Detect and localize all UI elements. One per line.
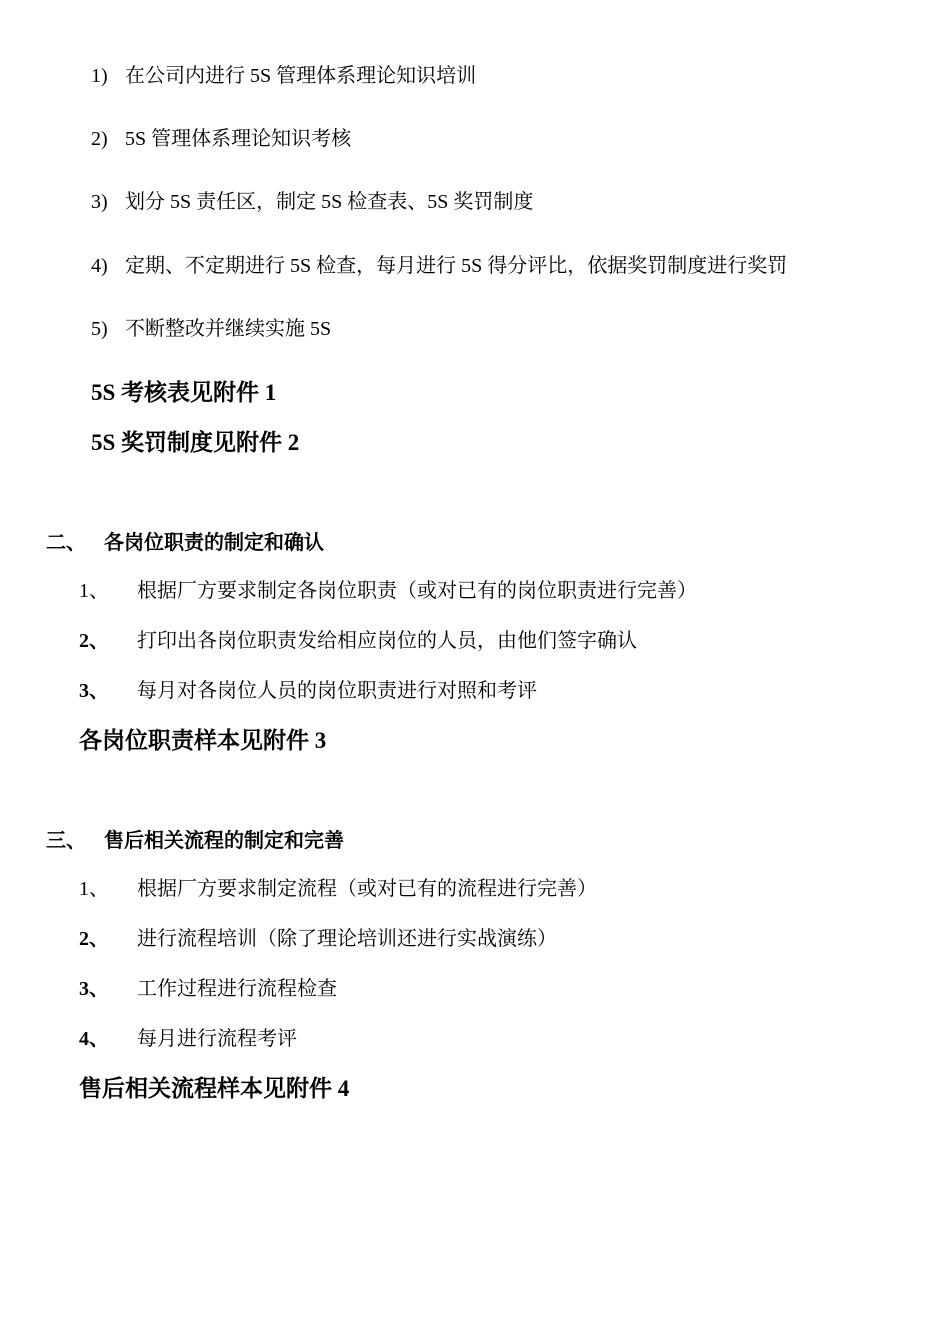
section-3-heading	[46, 831, 344, 851]
section-2-item-3	[79, 681, 537, 701]
section-title: 售后相关流程的制定和完善	[104, 830, 344, 852]
item-number: 1、	[79, 878, 109, 900]
item-text: 每月进行流程考评	[137, 1028, 297, 1050]
item-text: 打印出各岗位职责发给相应岗位的人员，由他们签字确认	[137, 630, 637, 652]
item-number: 2、	[79, 928, 109, 950]
section-2-item-1	[79, 581, 697, 601]
item-number: 3、	[79, 978, 109, 1000]
step-text: 定期、不定期进行 5S 检查，每月进行 5S 得分评比，依据奖罚制度进行奖罚	[125, 255, 788, 277]
item-number: 2、	[79, 630, 109, 652]
step-5s-5	[91, 319, 331, 339]
attachment-job-duties: 各岗位职责样本见附件 3	[79, 728, 327, 753]
attachment-5s-reward-system: 5S 奖罚制度见附件 2	[91, 430, 300, 455]
item-text: 根据厂方要求制定流程（或对已有的流程进行完善）	[137, 878, 597, 900]
attachment-process-samples: 售后相关流程样本见附件 4	[79, 1076, 350, 1101]
step-text: 在公司内进行 5S 管理体系理论知识培训	[125, 65, 477, 87]
section-2-heading	[46, 533, 324, 553]
section-3-item-1	[79, 879, 597, 899]
step-5s-4	[91, 256, 787, 276]
step-number: 1)	[91, 65, 108, 87]
item-number: 4、	[79, 1028, 109, 1050]
item-number: 3、	[79, 680, 109, 702]
item-number: 1、	[79, 580, 109, 602]
section-number: 三、	[46, 830, 86, 852]
section-3-item-3	[79, 979, 337, 999]
step-5s-3	[91, 192, 533, 212]
step-number: 4)	[91, 255, 108, 277]
item-text: 工作过程进行流程检查	[137, 978, 337, 1000]
item-text: 根据厂方要求制定各岗位职责（或对已有的岗位职责进行完善）	[137, 580, 697, 602]
section-3-item-2	[79, 929, 557, 949]
item-text: 进行流程培训（除了理论培训还进行实战演练）	[137, 928, 557, 950]
step-text: 不断整改并继续实施 5S	[125, 318, 332, 340]
step-text: 划分 5S 责任区，制定 5S 检查表、5S 奖罚制度	[125, 191, 534, 213]
step-number: 5)	[91, 318, 108, 340]
section-title: 各岗位职责的制定和确认	[104, 532, 324, 554]
step-number: 2)	[91, 128, 108, 150]
section-number: 二、	[46, 532, 86, 554]
step-text: 5S 管理体系理论知识考核	[125, 128, 352, 150]
attachment-5s-checklist: 5S 考核表见附件 1	[91, 380, 277, 405]
step-5s-1	[91, 66, 476, 86]
item-text: 每月对各岗位人员的岗位职责进行对照和考评	[137, 680, 537, 702]
section-2-item-2	[79, 631, 637, 651]
step-5s-2	[91, 129, 351, 149]
section-3-item-4	[79, 1029, 297, 1049]
step-number: 3)	[91, 191, 108, 213]
